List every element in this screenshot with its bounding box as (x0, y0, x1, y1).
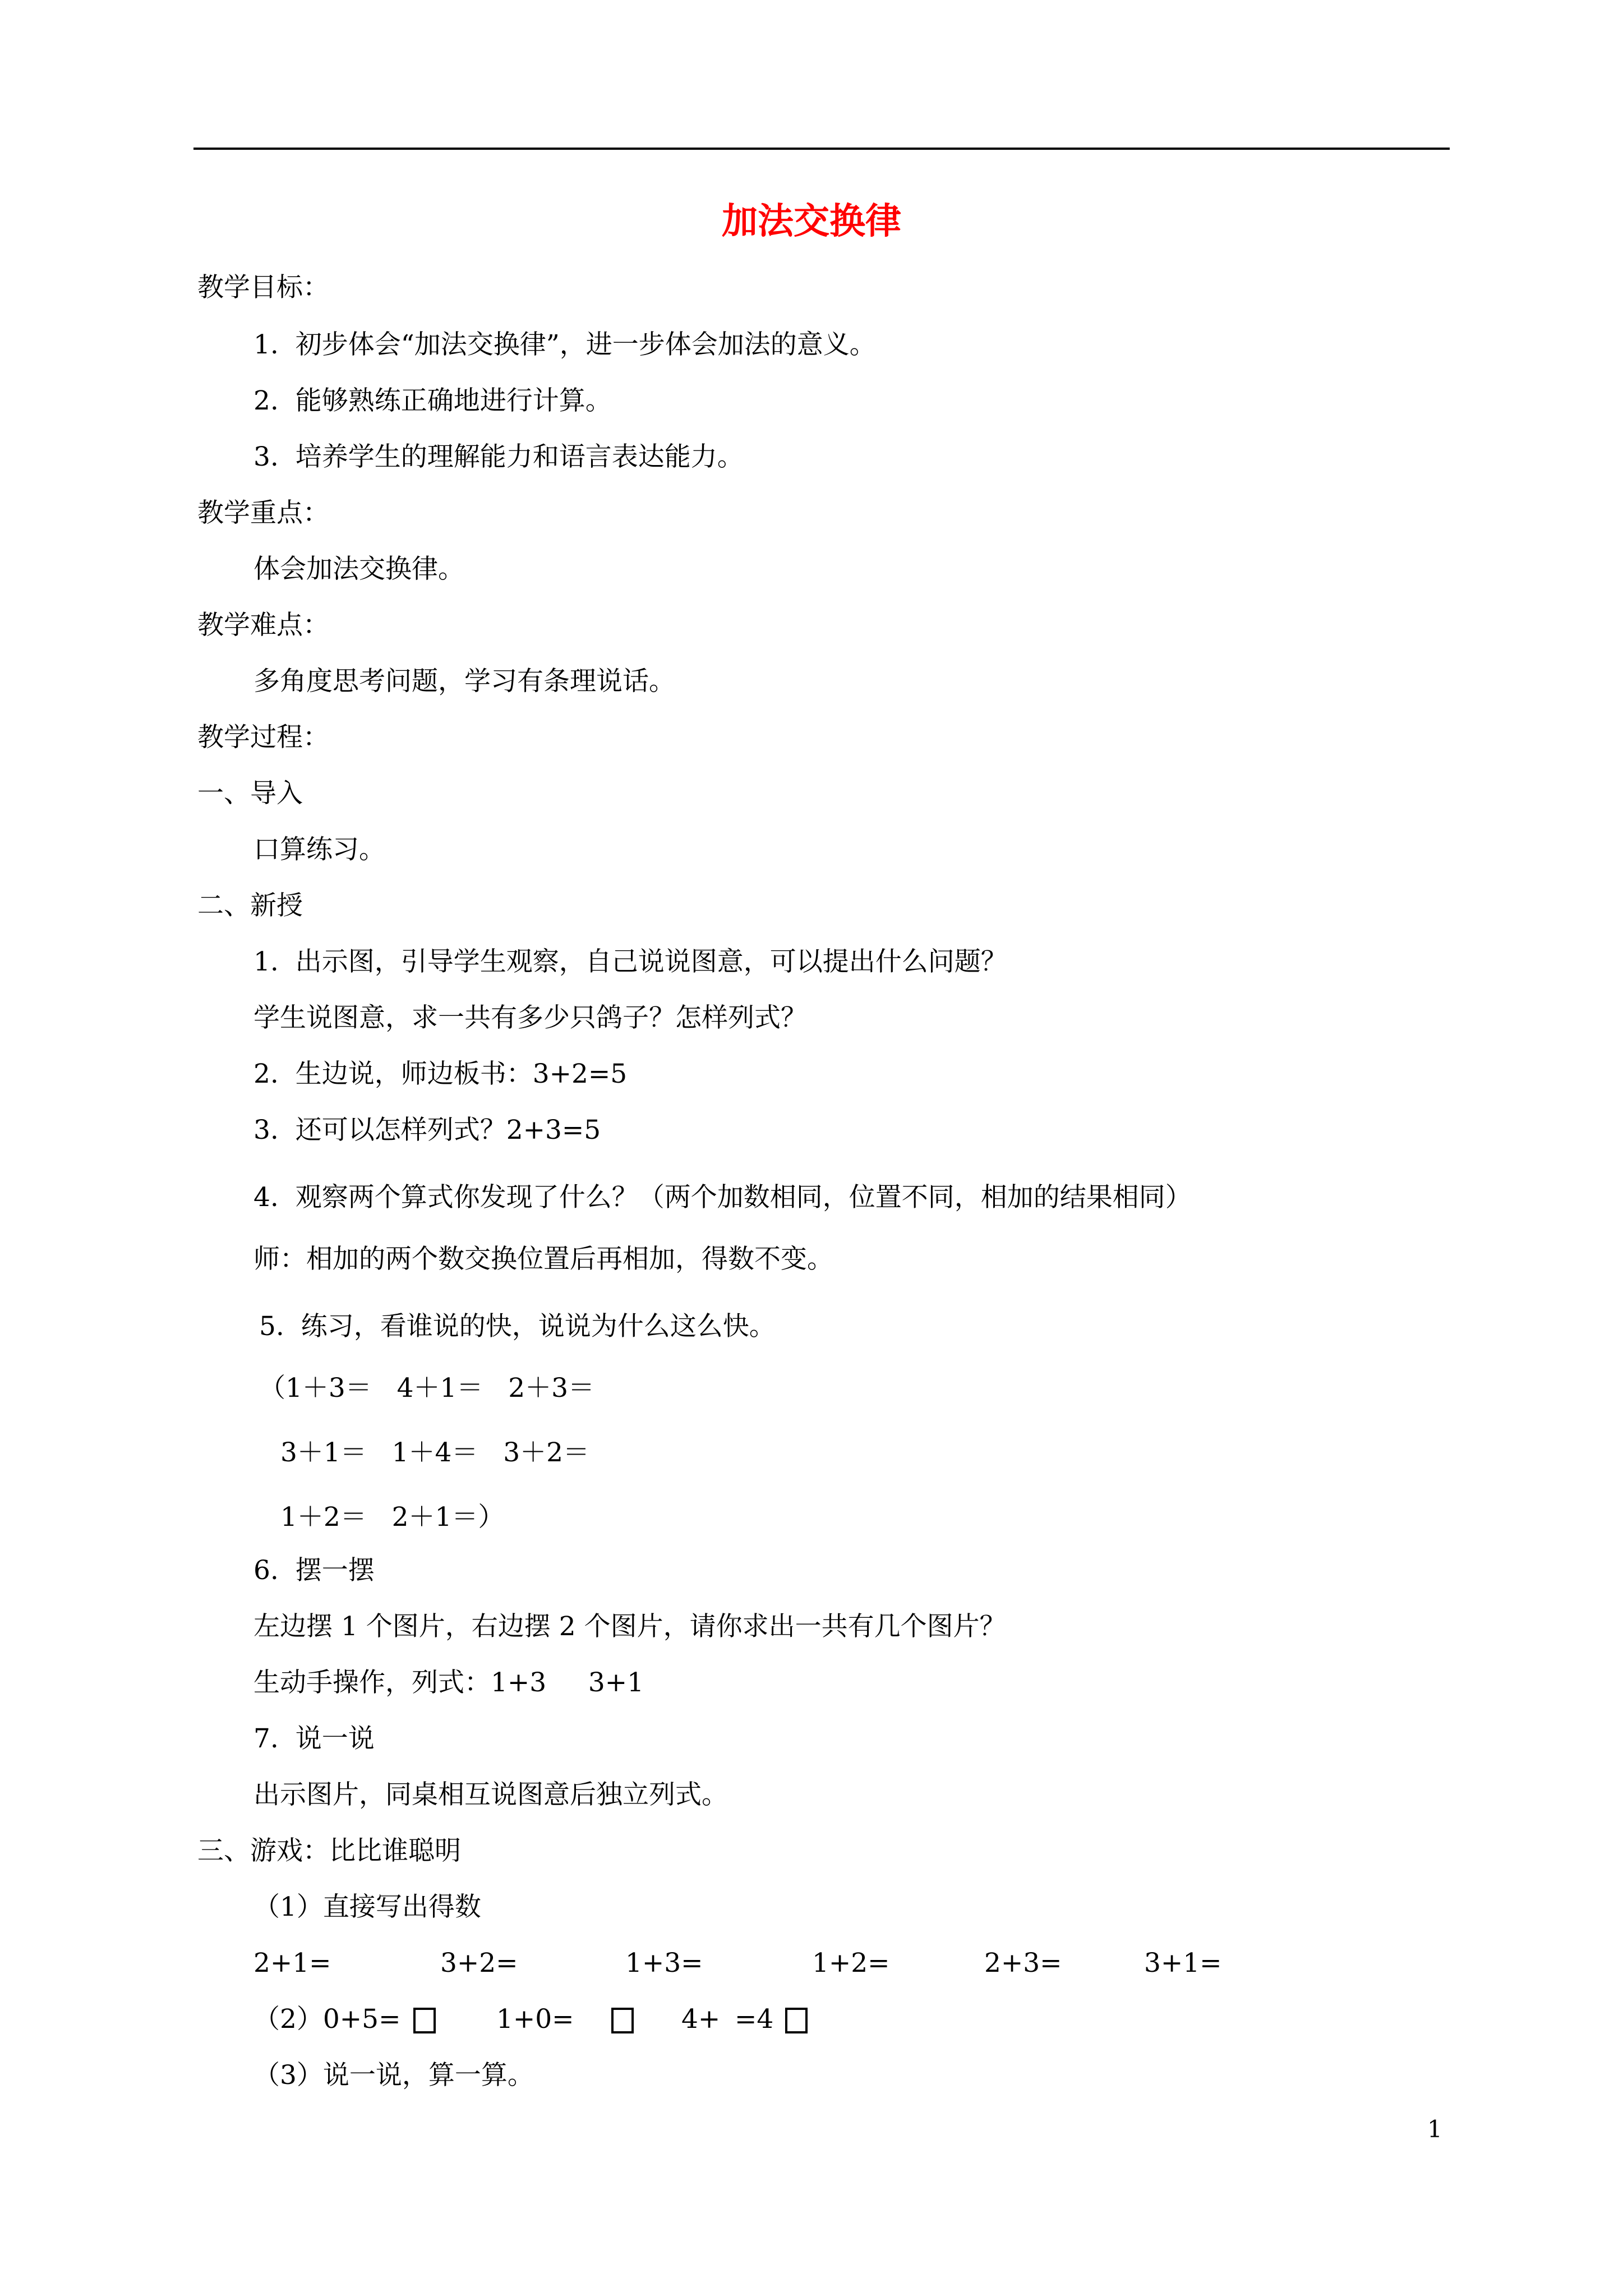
process-heading: 教学过程： (197, 722, 329, 753)
step-line: 7. 说一说 (253, 1723, 375, 1754)
objectives-heading: 教学目标： (197, 272, 329, 303)
step-line: 2. 生边说，师边板书：3+2=5 (253, 1059, 628, 1089)
step-line: 出示图片，同桌相互说图意后独立列式。 (253, 1779, 728, 1810)
step-line: 学生说图意，求一共有多少只鸽子？怎样列式？ (253, 1002, 807, 1033)
objective-item: 3. 培养学生的理解能力和语言表达能力。 (253, 441, 744, 472)
objective-item: 2. 能够熟练正确地进行计算。 (253, 385, 612, 416)
difficulty-text: 多角度思考问题，学习有条理说话。 (253, 666, 675, 697)
fill-exercise-label: （2）0+5= (253, 2004, 401, 2035)
step-line: 5. 练习，看谁说的快，说说为什么这么快。 (259, 1311, 776, 1342)
step-line: 3. 还可以怎样列式？2+3=5 (253, 1115, 601, 1145)
practice-line: （1＋3＝ 4＋1＝ 2＋3＝ (259, 1373, 595, 1404)
step-line: 4. 观察两个算式你发现了什么？（两个加数相同，位置不同，相加的结果相同） (253, 1182, 1192, 1213)
step-line: 1. 出示图，引导学生观察，自己说说图意，可以提出什么问题？ (253, 946, 1007, 977)
page-title: 加法交换律 (722, 200, 901, 242)
page-number: 1 (1427, 2115, 1442, 2143)
fill-exercise-label: =4 (735, 2004, 774, 2035)
fill-exercise-label: 1+0= (496, 2004, 574, 2035)
difficulty-heading: 教学难点： (197, 610, 329, 641)
objective-item: 1. 初步体会“加法交换律”，进一步体会加法的意义。 (253, 329, 876, 360)
equation: 1+3= (625, 1948, 703, 1978)
step-line: 生动手操作，列式：1+3 3+1 (253, 1667, 644, 1698)
exercise-heading: （1）直接写出得数 (253, 1892, 481, 1922)
section-heading: 一、导入 (197, 778, 303, 809)
section-heading: 二、新授 (197, 890, 303, 921)
key-text: 体会加法交换律。 (253, 554, 464, 585)
equation: 3+2= (440, 1948, 518, 1978)
answer-box[interactable] (785, 2003, 808, 2036)
section-text: 口算练习。 (253, 834, 385, 865)
answer-box[interactable] (611, 2003, 634, 2036)
section-heading: 三、游戏：比比谁聪明 (197, 1835, 461, 1866)
step-line: 6. 摆一摆 (253, 1555, 375, 1586)
step-line: 左边摆 1 个图片，右边摆 2 个图片，请你求出一共有几个图片？ (253, 1611, 1006, 1642)
header-rule (193, 148, 1450, 150)
key-heading: 教学重点： (197, 498, 329, 528)
step-line: 师：相加的两个数交换位置后再相加，得数不变。 (253, 1244, 833, 1274)
equation: 1+2= (812, 1948, 890, 1978)
equation: 3+1= (1144, 1948, 1222, 1978)
answer-box[interactable] (413, 2003, 436, 2036)
equation: 2+3= (984, 1948, 1062, 1978)
equation: 2+1= (253, 1948, 331, 1978)
exercise-heading: （3）说一说，算一算。 (253, 2060, 534, 2091)
fill-exercise-label: 4+ (681, 2004, 721, 2035)
practice-line: 3＋1＝ 1＋4＝ 3＋2＝ (280, 1437, 590, 1468)
practice-line: 1＋2＝ 2＋1＝） (280, 1502, 505, 1533)
